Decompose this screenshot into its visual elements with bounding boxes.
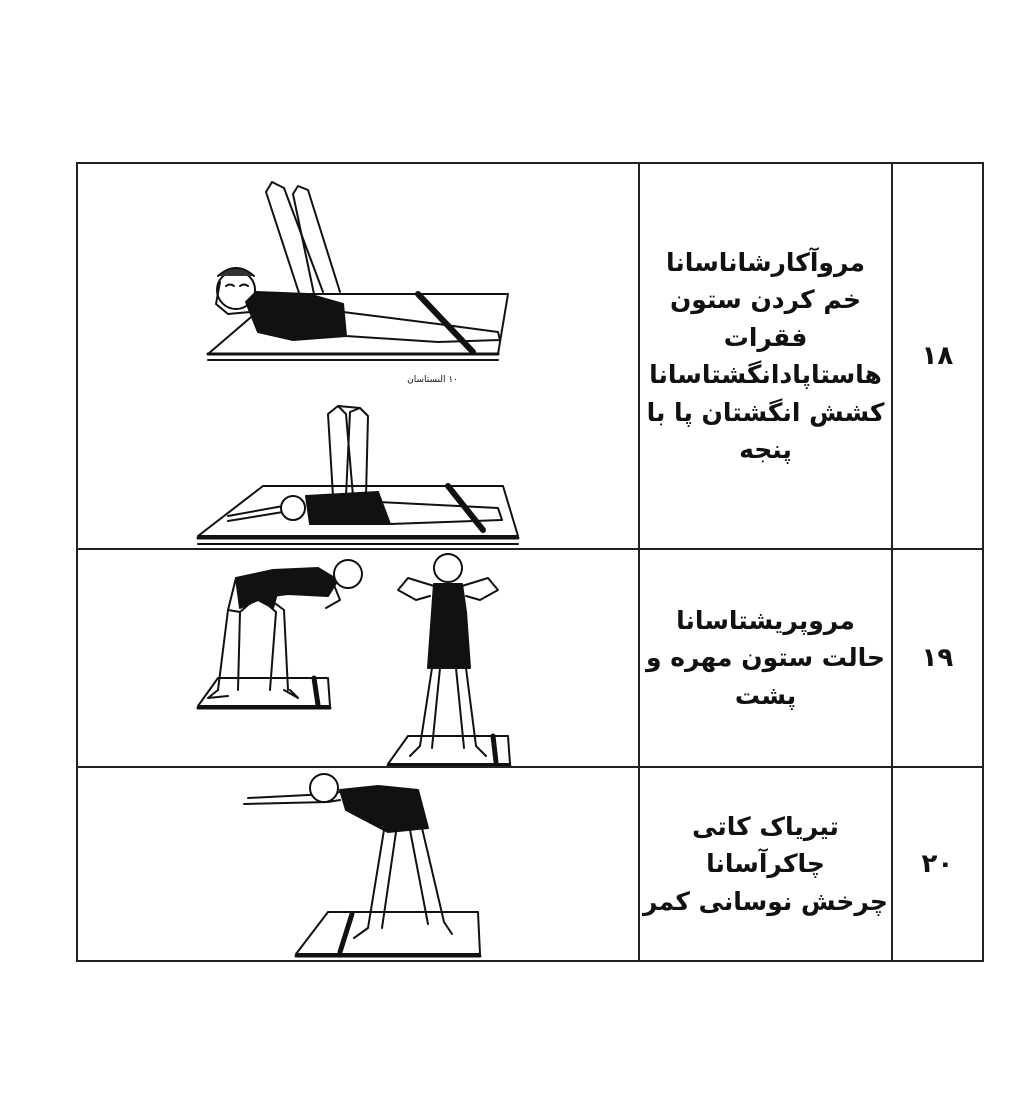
waist-swing-illustration (78, 768, 639, 960)
table-row (77, 549, 983, 767)
exercise-name-line: تیریاک کاتی (692, 811, 839, 841)
exercise-name-line: چرخش نوسانی کمر (643, 886, 888, 916)
exercise-number: ۱۸ (892, 163, 983, 549)
exercise-name-line: کشش انگشتان پا با (646, 397, 885, 427)
illustration-cell (77, 549, 639, 767)
exercise-number: ۲۰ (892, 767, 983, 961)
exercise-name-cell (639, 549, 892, 767)
exercise-name-line: مروپریشتاسانا (676, 605, 855, 635)
exercise-name-cell (639, 767, 892, 961)
exercise-name-line: مروآکارشاناسانا (666, 247, 865, 277)
exercise-name-line: هاستاپادانگشتاسانا (649, 360, 882, 389)
table-row (77, 163, 983, 549)
illustration-cell (77, 767, 639, 961)
exercise-table (76, 162, 984, 962)
exercise-name-line: چاکرآسانا (706, 849, 825, 879)
exercise-name-line: خم کردن ستون (669, 285, 862, 314)
illustration-caption: ۱۰ النستاسان (407, 375, 458, 385)
exercise-name-cell (639, 163, 892, 549)
exercise-number: ۱۹ (892, 549, 983, 767)
exercise-name-line: پنجه (739, 435, 792, 464)
table-row (77, 767, 983, 961)
illustration-cell (77, 163, 639, 549)
exercise-name-line: حالت ستون مهره و (646, 643, 886, 673)
exercise-name-line: پشت (734, 680, 797, 710)
forward-bend-illustration (78, 550, 639, 766)
exercise-name-line: فقرات (723, 322, 808, 352)
side-leg-raise-illustration (78, 164, 639, 548)
